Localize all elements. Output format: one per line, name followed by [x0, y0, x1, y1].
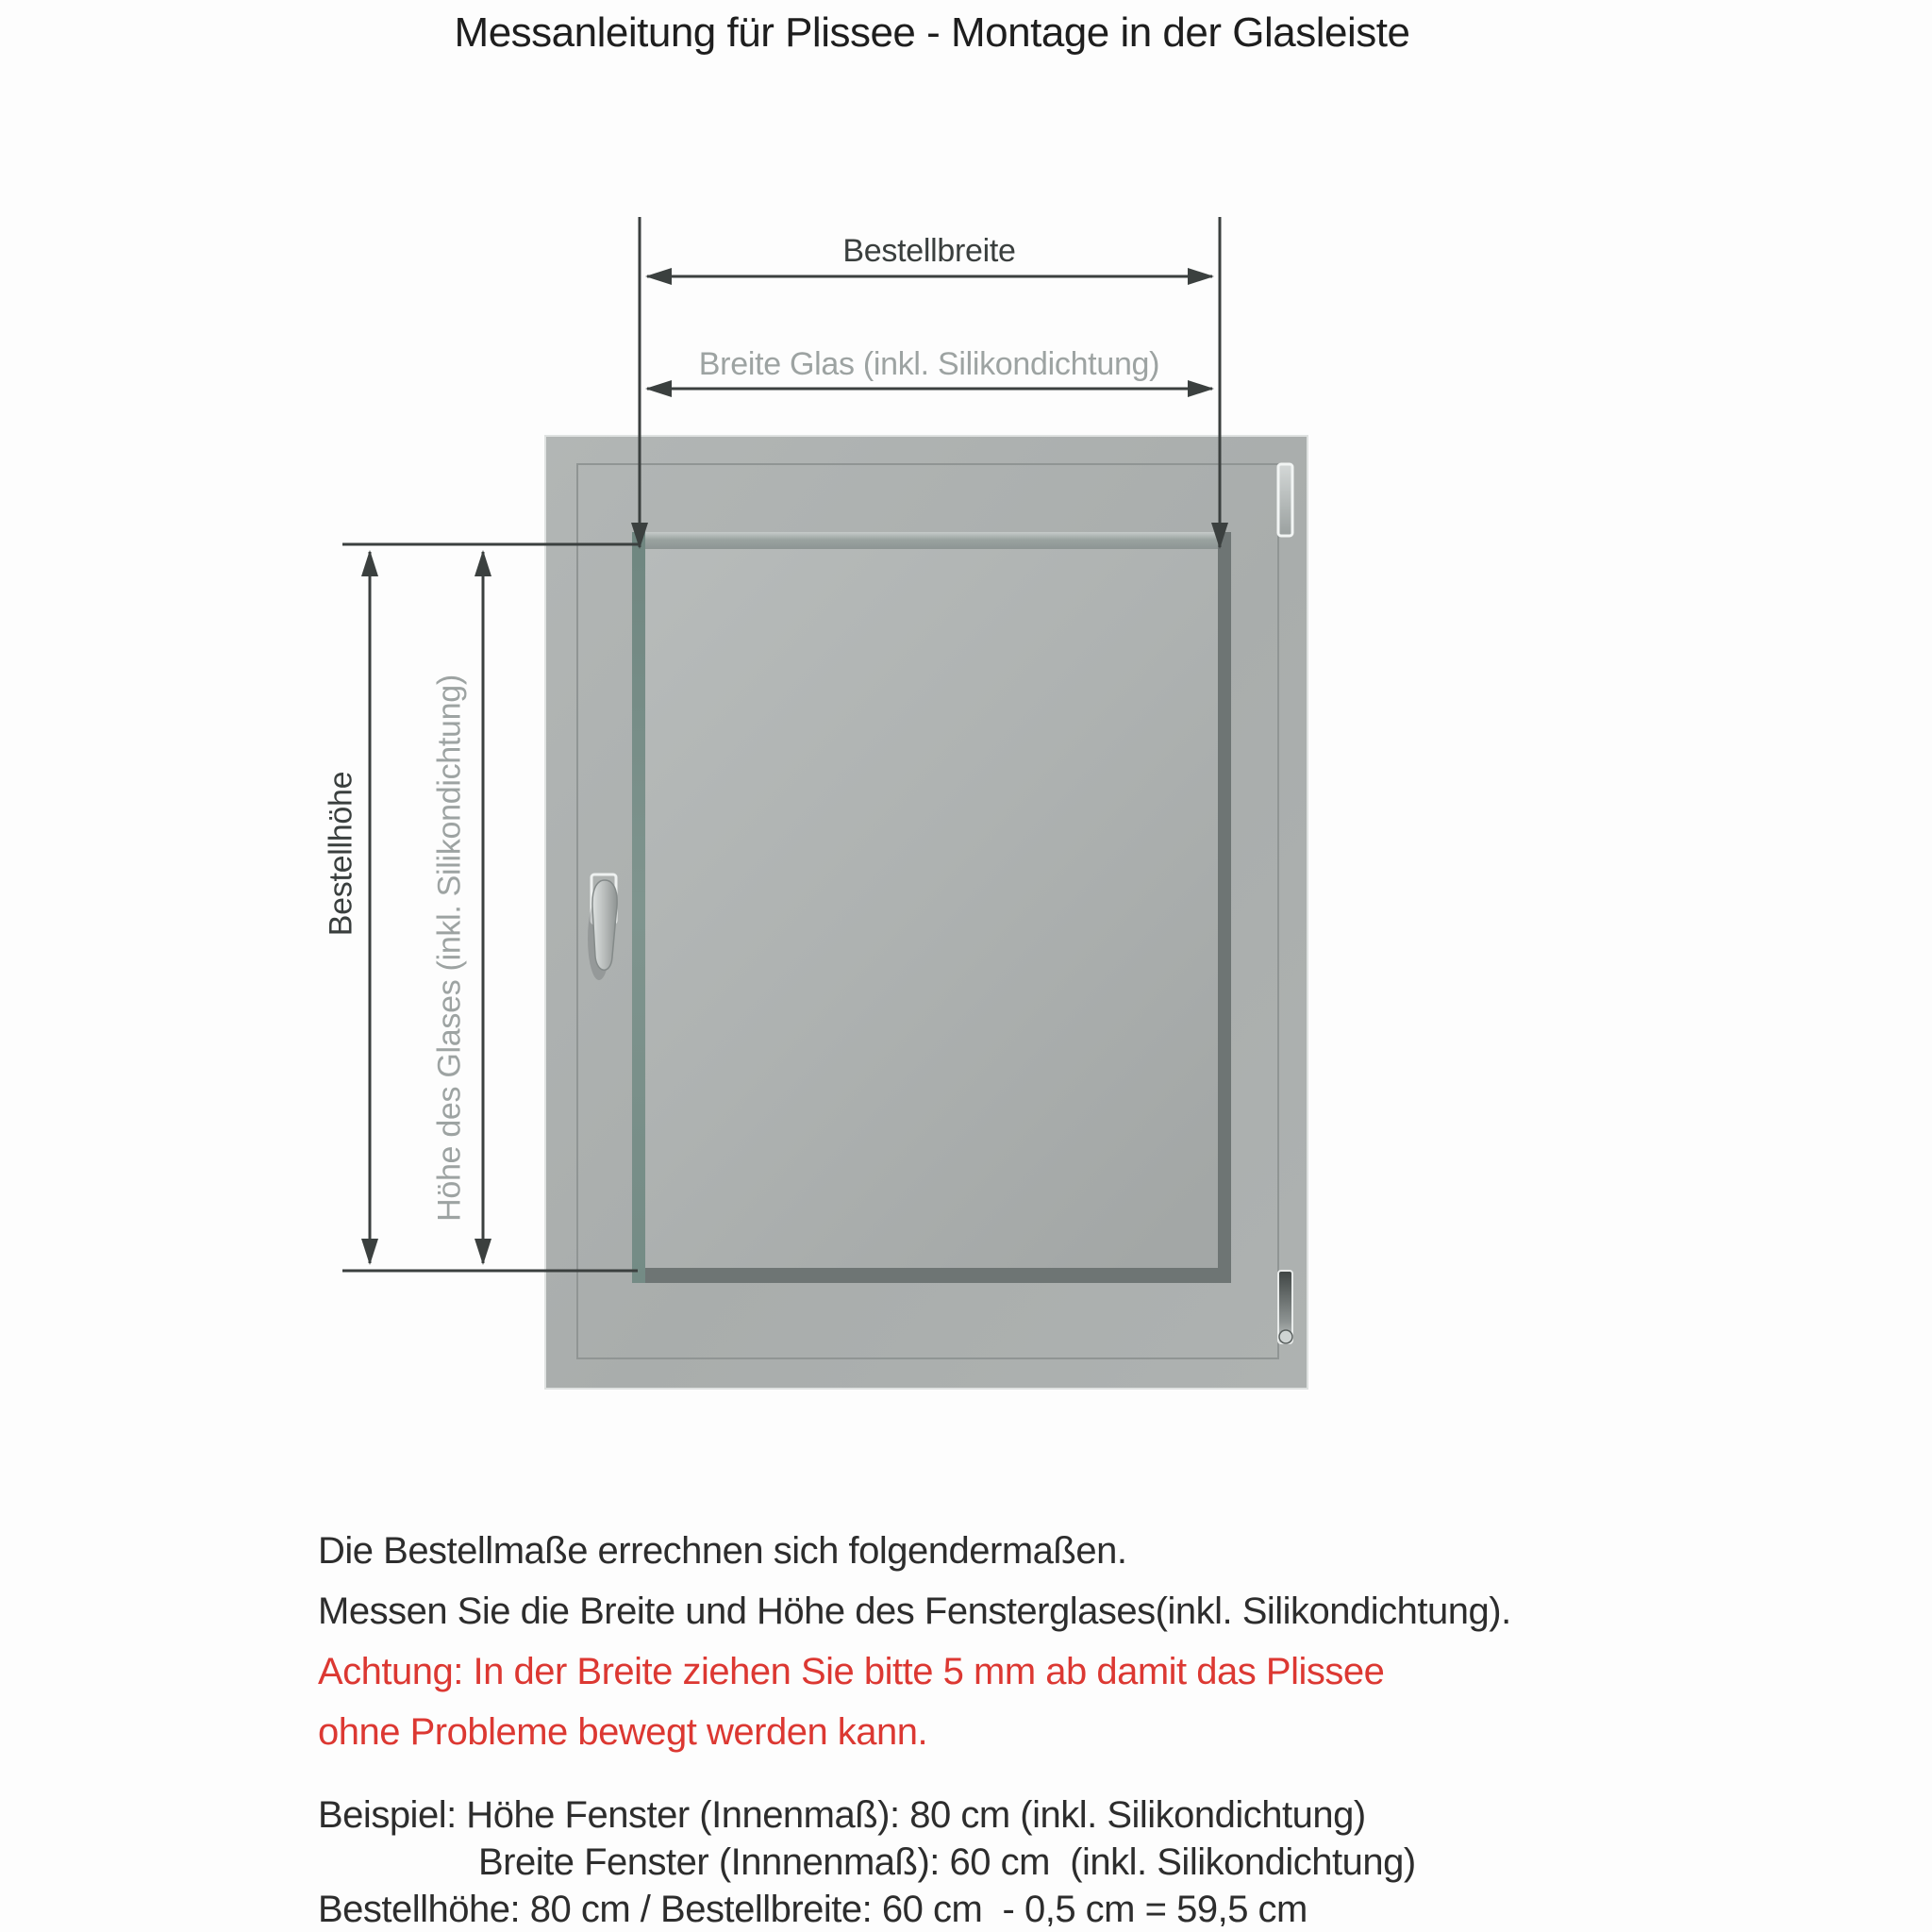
instruction-line-1: Die Bestellmaße errechnen sich folgendermaßen. [318, 1530, 1127, 1572]
bottom-hinge-knob [1279, 1330, 1292, 1343]
glass-pane [645, 547, 1219, 1270]
top-hinge [1278, 464, 1292, 536]
silicone-seal-strip [632, 532, 645, 1283]
glass-bead-right [1218, 532, 1231, 1283]
label-order-height: Bestellhöhe [323, 771, 359, 937]
example-line-1: Beispiel: Höhe Fenster (Innenmaß): 80 cm (inkl. Silikondichtung) [318, 1794, 1366, 1836]
warning-line-1: Achtung: In der Breite ziehen Sie bitte 5 mm ab damit das Plissee [318, 1651, 1385, 1692]
glass-bead-top [632, 532, 1231, 549]
warning-line-2: ohne Probleme bewegt werden kann. [318, 1711, 928, 1753]
label-glass-height: Höhe des Glases (inkl. Silikondichtung) [431, 675, 468, 1222]
example-line-3: Bestellhöhe: 80 cm / Bestellbreite: 60 cm - 0,5 cm = 59,5 cm [318, 1889, 1307, 1930]
bottom-hinge [1278, 1271, 1292, 1343]
window-illustration [545, 436, 1307, 1389]
example-line-2: Breite Fenster (Innnenmaß): 60 cm (inkl. Silikondichtung) [478, 1841, 1416, 1883]
instruction-line-2: Messen Sie die Breite und Höhe des Fensterglases(inkl. Silikondichtung). [318, 1591, 1511, 1632]
glass-bead-bottom [632, 1268, 1231, 1283]
label-glass-width: Breite Glas (inkl. Silikondichtung) [698, 346, 1160, 382]
page-title: Messanleitung für Plissee - Montage in der Glasleiste [454, 9, 1410, 56]
label-order-width: Bestellbreite [842, 233, 1016, 269]
